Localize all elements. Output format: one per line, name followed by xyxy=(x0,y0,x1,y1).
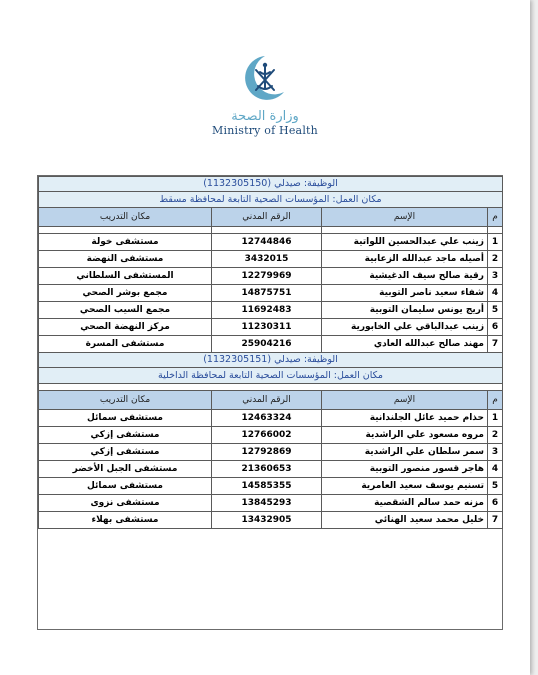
column-header-civil-number: الرقم المدني xyxy=(212,208,322,227)
row-name: أصيله ماجد عبدالله الزعابية xyxy=(322,251,488,268)
row-name: مروه مسعود علي الراشدية xyxy=(322,427,488,444)
row-civil-number: 12463324 xyxy=(212,410,322,427)
row-training-place: مستشفى إزكي xyxy=(39,444,212,461)
row-civil-number: 14585355 xyxy=(212,478,322,495)
table-row xyxy=(39,319,503,336)
results-table xyxy=(38,176,503,529)
row-civil-number: 21360653 xyxy=(212,461,322,478)
row-training-place: مجمع بوشر الصحي xyxy=(39,285,212,302)
row-training-place: مستشفى سمائل xyxy=(39,410,212,427)
row-training-place: مركز النهضة الصحي xyxy=(39,319,212,336)
table-row xyxy=(39,234,503,251)
column-header-name: الإسم xyxy=(322,208,488,227)
column-header-training-place: مكان التدريب xyxy=(39,208,212,227)
row-name: سمر سلطان علي الراشدية xyxy=(322,444,488,461)
row-name: حذام حميد عائل الجلندانية xyxy=(322,410,488,427)
row-civil-number: 12792869 xyxy=(212,444,322,461)
row-training-place: المستشفى السلطاني xyxy=(39,268,212,285)
row-index: 1 xyxy=(488,234,503,251)
table-row xyxy=(39,461,503,478)
column-header-index: م xyxy=(488,391,503,410)
row-name: تسنيم يوسف سعيد العامرية xyxy=(322,478,488,495)
row-civil-number: 13432905 xyxy=(212,512,322,529)
section-2-workplace: مكان العمل: المؤسسات الصحية التابعة لمحافظة الداخلية xyxy=(39,368,503,384)
row-name: زينب علي عبدالحسين اللواتية xyxy=(322,234,488,251)
row-index: 5 xyxy=(488,302,503,319)
section-1-column-headers xyxy=(39,208,503,227)
row-name: مهند صالح عبدالله العادي xyxy=(322,336,488,353)
section-1-workplace: مكان العمل: المؤسسات الصحية التابعة لمحافظة مسقط xyxy=(39,192,503,208)
table-row xyxy=(39,302,503,319)
row-civil-number: 12279969 xyxy=(212,268,322,285)
row-index: 4 xyxy=(488,285,503,302)
row-index: 2 xyxy=(488,427,503,444)
table-row xyxy=(39,410,503,427)
row-index: 1 xyxy=(488,410,503,427)
row-index: 2 xyxy=(488,251,503,268)
row-civil-number: 12766002 xyxy=(212,427,322,444)
section-2-column-headers xyxy=(39,391,503,410)
row-index: 7 xyxy=(488,512,503,529)
row-training-place: مستشفى خولة xyxy=(39,234,212,251)
column-header-training-place: مكان التدريب xyxy=(39,391,212,410)
row-name: مزنه حمد سالم الشقصية xyxy=(322,495,488,512)
table-row xyxy=(39,427,503,444)
row-training-place: مستشفى المسرة xyxy=(39,336,212,353)
column-header-name: الإسم xyxy=(322,391,488,410)
row-civil-number: 25904216 xyxy=(212,336,322,353)
ministry-logo xyxy=(0,52,530,137)
row-index: 3 xyxy=(488,444,503,461)
table-row xyxy=(39,478,503,495)
row-civil-number: 11692483 xyxy=(212,302,322,319)
section-1-job-title: الوظيفة: صيدلي (1132305150) xyxy=(39,177,503,192)
column-header-civil-number: الرقم المدني xyxy=(212,391,322,410)
row-index: 7 xyxy=(488,336,503,353)
row-civil-number: 11230311 xyxy=(212,319,322,336)
row-civil-number: 3432015 xyxy=(212,251,322,268)
row-index: 5 xyxy=(488,478,503,495)
row-name: رقية صالح سيف الدغيشية xyxy=(322,268,488,285)
row-training-place: مستشفى بهلاء xyxy=(39,512,212,529)
column-header-index: م xyxy=(488,208,503,227)
row-training-place: مستشفى سمائل xyxy=(39,478,212,495)
row-index: 6 xyxy=(488,319,503,336)
table-row xyxy=(39,495,503,512)
table-row xyxy=(39,268,503,285)
row-training-place: مستشفى إزكي xyxy=(39,427,212,444)
row-name: أريج يونس سليمان التوبية xyxy=(322,302,488,319)
row-index: 4 xyxy=(488,461,503,478)
crescent-emblem-icon xyxy=(240,52,290,108)
results-table-frame xyxy=(37,175,503,630)
row-training-place: مستشفى نزوى xyxy=(39,495,212,512)
row-name: زينب عبدالباقي علي الخابورية xyxy=(322,319,488,336)
row-training-place: مستشفى الجبل الأخضر xyxy=(39,461,212,478)
row-civil-number: 14875751 xyxy=(212,285,322,302)
row-name: هاجر قسور منصور التوبية xyxy=(322,461,488,478)
table-row xyxy=(39,512,503,529)
section-spacer xyxy=(39,384,503,391)
row-index: 6 xyxy=(488,495,503,512)
table-row xyxy=(39,285,503,302)
section-2-job-title: الوظيفة: صيدلي (1132305151) xyxy=(39,353,503,368)
row-training-place: مجمع السيب الصحي xyxy=(39,302,212,319)
logo-english-text: Ministry of Health xyxy=(212,124,318,137)
header-spacer xyxy=(39,227,503,234)
row-name: خليل محمد سعيد الهنائي xyxy=(322,512,488,529)
logo-arabic-text: وزارة الصحة xyxy=(231,109,299,124)
row-training-place: مستشفى النهضة xyxy=(39,251,212,268)
row-name: شفاء سعيد ناصر التوبية xyxy=(322,285,488,302)
row-index: 3 xyxy=(488,268,503,285)
table-row xyxy=(39,251,503,268)
row-civil-number: 13845293 xyxy=(212,495,322,512)
table-row xyxy=(39,336,503,353)
table-row xyxy=(39,444,503,461)
row-civil-number: 12744846 xyxy=(212,234,322,251)
